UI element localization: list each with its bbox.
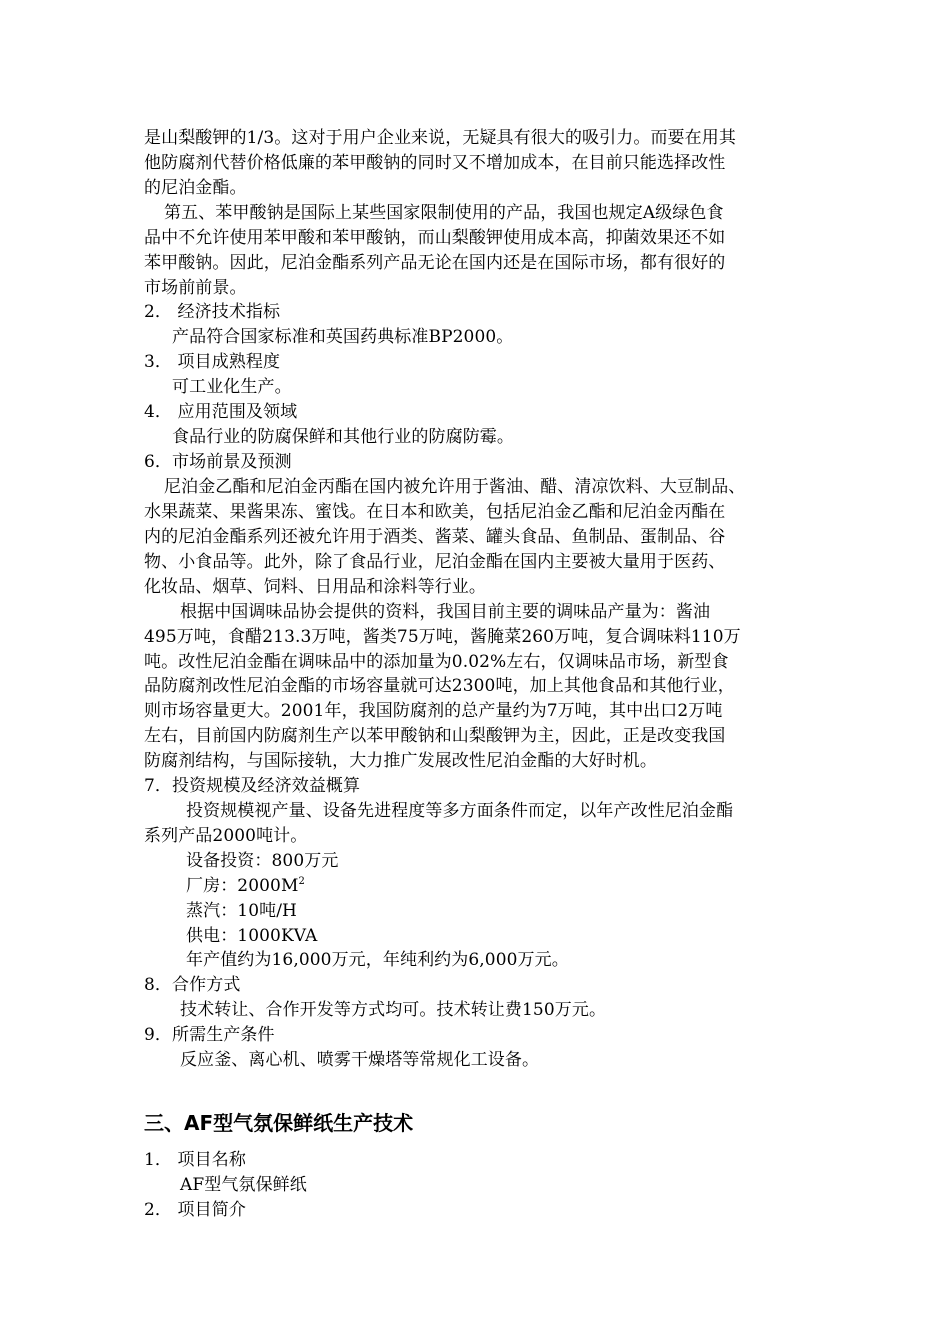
section-item-title: 2． 项目简介 [144, 1200, 246, 1220]
body-text-line: 产品符合国家标准和英国药典标准BP2000。 [172, 327, 514, 347]
body-text-line: 他防腐剂代替价格低廉的苯甲酸钠的同时又不增加成本，在目前只能选择改性 [144, 153, 726, 173]
investment-line: 供电：1000KVA [186, 926, 318, 946]
section-item-title: 6．市场前景及预测 [144, 452, 292, 472]
body-text-line: 第五、苯甲酸钠是国际上某些国家限制使用的产品，我国也规定A级绿色食 [164, 203, 724, 223]
body-text-line: 左右，目前国内防腐剂生产以苯甲酸钠和山梨酸钾为主，因此，正是改变我国 [144, 726, 726, 746]
body-text-line: 品中不允许使用苯甲酸和苯甲酸钠，而山梨酸钾使用成本高，抑菌效果还不如 [144, 228, 726, 248]
section-item-title: 1． 项目名称 [144, 1150, 246, 1170]
body-text-line: 食品行业的防腐保鲜和其他行业的防腐防霉。 [172, 427, 514, 447]
body-text-line: 反应釜、离心机、喷雾干燥塔等常规化工设备。 [180, 1050, 540, 1070]
body-text-line: 根据中国调味品协会提供的资料，我国目前主要的调味品产量为：酱油 [180, 602, 711, 622]
body-text-line: 可工业化生产。 [172, 377, 292, 397]
section-item-title: 9．所需生产条件 [144, 1025, 275, 1045]
body-text-line: 技术转让、合作开发等方式均可。技术转让费150万元。 [180, 1000, 607, 1020]
body-text-line: 苯甲酸钠。因此，尼泊金酯系列产品无论在国内还是在国际市场，都有很好的 [144, 253, 726, 273]
investment-line: 设备投资：800万元 [186, 851, 339, 871]
investment-line: 年产值约为16,000万元，年纯利约为6,000万元。 [186, 950, 569, 970]
body-text-line: 投资规模视产量、设备先进程度等多方面条件而定，以年产改性尼泊金酯 [186, 801, 734, 821]
body-text-line: 是山梨酸钾的1/3。这对于用户企业来说，无疑具有很大的吸引力。而要在用其 [144, 128, 736, 148]
body-text-line: 水果蔬菜、果酱果冻、蜜饯。在日本和欧美，包括尼泊金乙酯和尼泊金丙酯在 [144, 502, 726, 522]
section-item-title: 7．投资规模及经济效益概算 [144, 776, 361, 796]
body-text-line: AF型气氛保鲜纸 [180, 1175, 307, 1195]
section-heading: 三、AF型气氛保鲜纸生产技术 [144, 1111, 414, 1135]
body-text-line: 防腐剂结构，与国际接轨，大力推广发展改性尼泊金酯的大好时机。 [144, 751, 657, 771]
investment-line: 蒸汽：10吨/H [186, 901, 297, 921]
body-text-line: 内的尼泊金酯系列还被允许用于酒类、酱菜、罐头食品、鱼制品、蛋制品、谷 [144, 527, 726, 547]
section-item-title: 2． 经济技术指标 [144, 302, 281, 322]
body-text-line: 495万吨，食醋213.3万吨，酱类75万吨，酱腌菜260万吨，复合调味料110万 [144, 627, 741, 647]
body-text-line: 化妆品、烟草、饲料、日用品和涂料等行业。 [144, 577, 486, 597]
body-text-line: 则市场容量更大。2001年，我国防腐剂的总产量约为7万吨，其中出口2万吨 [144, 701, 723, 721]
section-item-title: 8．合作方式 [144, 975, 241, 995]
investment-line [186, 874, 305, 898]
body-text-line: 的尼泊金酯。 [144, 178, 247, 198]
section-item-title: 4． 应用范围及领域 [144, 402, 298, 422]
body-text-line: 吨。改性尼泊金酯在调味品中的添加量为0.02%左右，仅调味品市场，新型食 [144, 652, 729, 672]
superscript: 2 [298, 876, 305, 887]
body-text-line: 市场前前景。 [144, 278, 247, 298]
plant-area-text: 厂房：2000M [186, 876, 299, 896]
body-text-line: 系列产品2000吨计。 [144, 826, 308, 846]
body-text-line: 尼泊金乙酯和尼泊金丙酯在国内被允许用于酱油、醋、清凉饮料、大豆制品、 [164, 477, 746, 497]
body-text-line: 物、小食品等。此外，除了食品行业，尼泊金酯在国内主要被大量用于医药、 [144, 552, 726, 572]
body-text-line: 品防腐剂改性尼泊金酯的市场容量就可达2300吨，加上其他食品和其他行业， [144, 676, 735, 696]
section-item-title: 3． 项目成熟程度 [144, 352, 281, 372]
